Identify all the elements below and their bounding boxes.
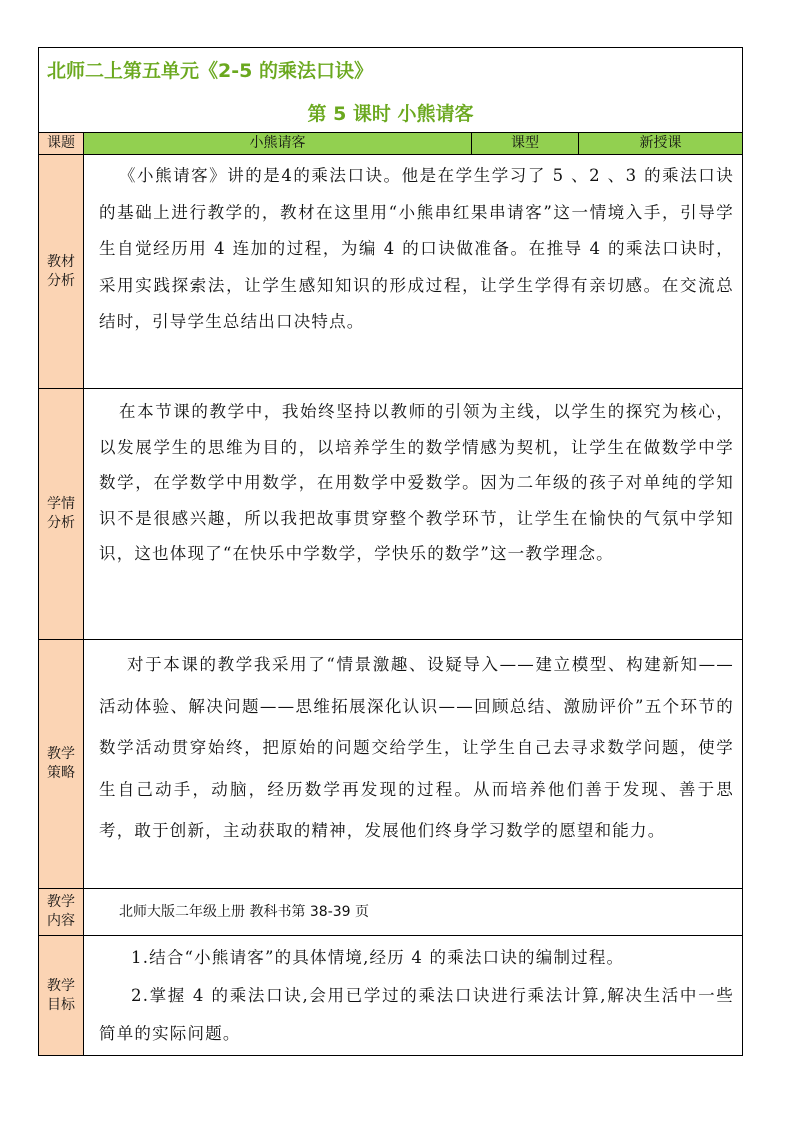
info-row xyxy=(39,133,742,155)
type-label: 课型 xyxy=(472,133,579,154)
section-label: 教学 目标 xyxy=(39,936,84,1055)
topic-value: 小熊请客 xyxy=(84,133,472,154)
section-label: 学情 分析 xyxy=(39,389,84,639)
unit-title: 北师二上第五单元《2-5 的乘法口诀》 xyxy=(47,60,373,82)
section-content xyxy=(99,644,734,852)
section-row-teaching-content xyxy=(39,889,742,936)
section-content xyxy=(99,158,734,341)
type-value: 新授课 xyxy=(579,133,742,154)
paragraph: 《小熊请客》讲的是4的乘法口诀。他是在学生学习了 5 、2 、3 的乘法口诀的基础上进行教学的，教材在这里用“小熊串红果串请客”这一情境入手，引导学生自觉经历用 4 连加的过程，为编 4 的口诀做准备。在推导 4 的乘法口诀时，采用实践探索法，让学生感知知识的形成过程，让学生学得有亲切感。在交流总结时，引导学生总结出口决特点。 xyxy=(99,166,734,331)
section-label: 教学 内容 xyxy=(39,889,84,935)
topic-label: 课题 xyxy=(39,133,84,154)
paragraph: 对于本课的教学我采用了“情景激趣、设疑导入——建立模型、构建新知——活动体验、解决问题——思维拓展深化认识——回顾总结、激励评价”五个环节的数学活动贯穿始终，把原始的问题交给学生，让学生自己去寻求数学问题，使学生自己动手，动脑，经历数学再发现的过程。从而培养他们善于发现、善于思考，敢于创新，主动获取的精神，发展他们终身学习数学的愿望和能力。 xyxy=(99,655,734,840)
section-label: 教材 分析 xyxy=(39,155,84,388)
section-row-teaching-strategy xyxy=(39,640,742,889)
paragraph: 在本节课的教学中，我始终坚持以教师的引领为主线，以学生的探究为核心，以发展学生的思维为目的，以培养学生的数学情感为契机，让学生在做数学中学数学，在学数学中用数学，在用数学中爱数学。因为二年级的孩子对单纯的学知识不是很感兴趣，所以我把故事贯穿整个教学环节，让学生在愉快的气氛中学知识，这也体现了“在快乐中学数学，学快乐的数学”这一教学理念。 xyxy=(99,402,734,563)
section-content xyxy=(99,394,734,572)
paragraph: 北师大版二年级上册 教科书第 38-39 页 xyxy=(119,904,370,920)
lesson-title: 第 5 课时 小熊请客 xyxy=(307,103,474,125)
section-row-student-analysis xyxy=(39,389,742,640)
section-content xyxy=(119,889,734,935)
paragraph: 1.结合“小熊请客”的具体情境,经历 4 的乘法口诀的编制过程。 xyxy=(131,948,625,967)
paragraph: 2.掌握 4 的乘法口诀,会用已学过的乘法口诀进行乘法计算,解决生活中一些简单的实际问题。 xyxy=(99,986,734,1043)
section-label: 教学 策略 xyxy=(39,640,84,888)
section-row-material-analysis xyxy=(39,155,742,389)
title-block xyxy=(39,48,742,133)
section-row-teaching-goals xyxy=(39,936,742,1055)
section-content xyxy=(99,939,734,1053)
lesson-plan-table xyxy=(38,47,743,1056)
